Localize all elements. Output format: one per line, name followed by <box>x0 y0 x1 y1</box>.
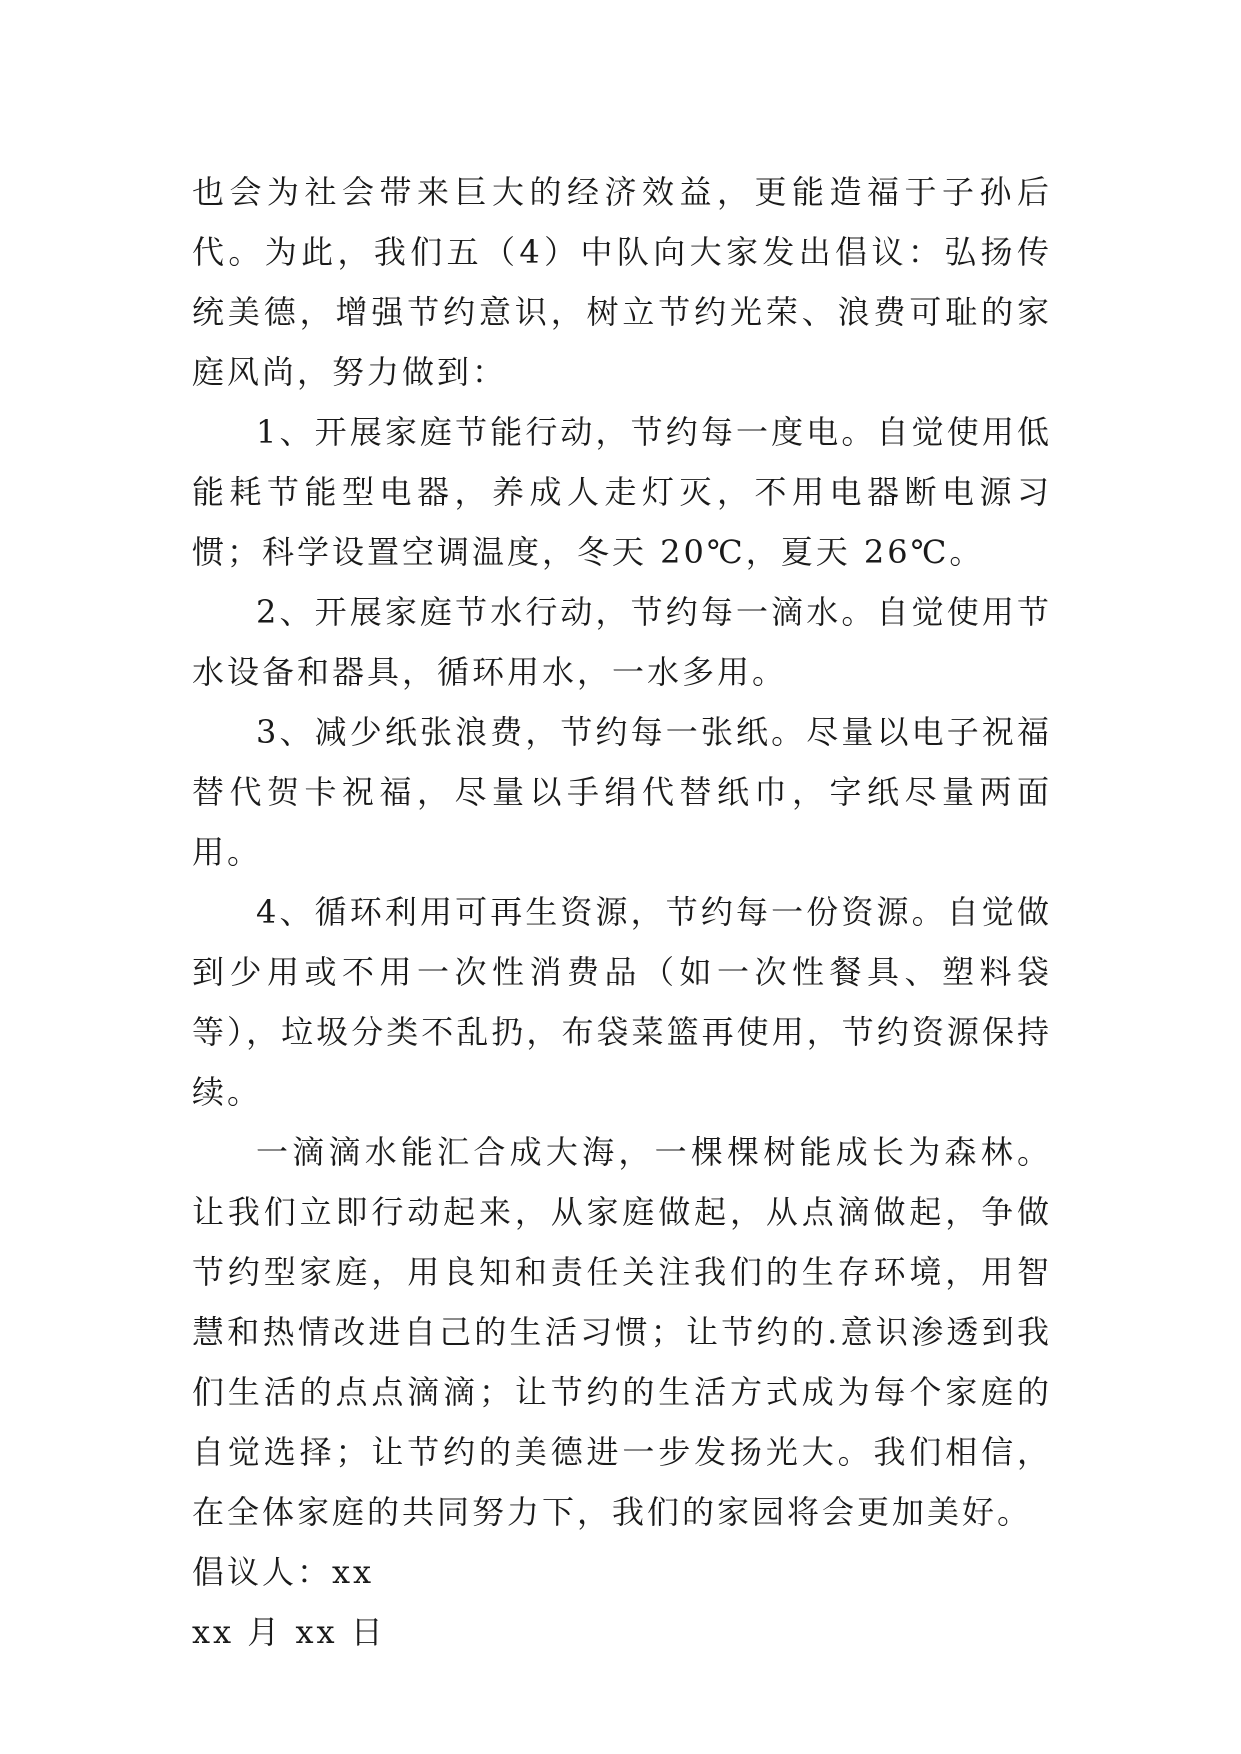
paragraph-item-1: 1、开展家庭节能行动，节约每一度电。自觉使用低能耗节能型电器，养成人走灯灭，不用电器断电源习惯；科学设置空调温度，冬天 20℃，夏天 26℃。 <box>192 413 1052 571</box>
paragraph-item-2: 2、开展家庭节水行动，节约每一滴水。自觉使用节水设备和器具，循环用水，一水多用。 <box>192 593 1052 691</box>
document-body <box>192 162 1052 1662</box>
paragraph-item-3: 3、减少纸张浪费，节约每一张纸。尽量以电子祝福替代贺卡祝福，尽量以手绢代替纸巾，字纸尽量两面用。 <box>192 713 1052 871</box>
signature-line: 倡议人：xx <box>192 1553 375 1591</box>
paragraph-closing: 一滴滴水能汇合成大海，一棵棵树能成长为森林。让我们立即行动起来，从家庭做起，从点滴做起，争做节约型家庭，用良知和责任关注我们的生存环境，用智慧和热情改进自己的生活习惯；让节约的.意识渗透到我们生活的点点滴滴；让节约的生活方式成为每个家庭的自觉选择；让节约的美德进一步发扬光大。我们相信，在全体家庭的共同努力下，我们的家园将会更加美好。 <box>192 1133 1052 1531</box>
paragraph-item-4: 4、循环利用可再生资源，节约每一份资源。自觉做到少用或不用一次性消费品（如一次性餐具、塑料袋等），垃圾分类不乱扔，布袋菜篮再使用，节约资源保持续。 <box>192 893 1052 1111</box>
date-line: xx 月 xx 日 <box>192 1613 386 1651</box>
paragraph-intro: 也会为社会带来巨大的经济效益，更能造福于子孙后代。为此，我们五（4）中队向大家发出倡议：弘扬传统美德，增强节约意识，树立节约光荣、浪费可耻的家庭风尚，努力做到： <box>192 173 1052 391</box>
